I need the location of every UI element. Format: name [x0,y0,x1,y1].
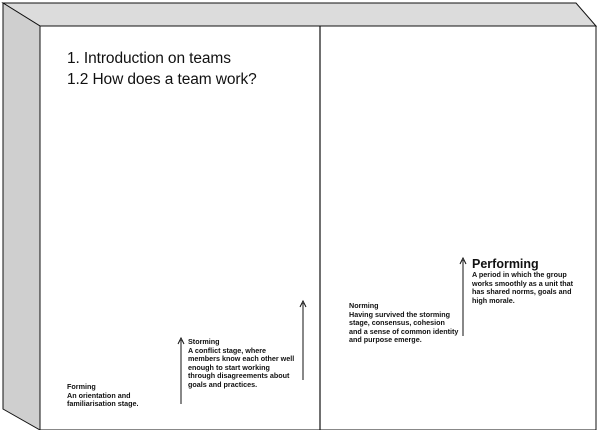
stage-performing-description: A period in which the group works smoothly as a unit that has shared norms, goals and high morale. [472,270,574,305]
section-title: 1. Introduction on teams [67,50,231,67]
stage-forming-description: An orientation and familiarisation stage. [67,390,139,409]
stage-forming-name: Forming [67,382,96,391]
box-left-face [3,3,40,430]
stage-forming [67,383,177,409]
box-top-face [3,3,596,26]
stage-storming-name: Storming [188,337,220,346]
stage-norming-description: Having survived the storming stage, consensus, cohesion and a sense of common identity and purpose emerge. [349,309,459,345]
stage-norming [349,302,459,345]
stage-performing-name: Performing [472,257,539,271]
stage-storming-description: A conflict stage, where members know each other well enough to start working through disagreements about goals and practices. [188,345,295,389]
stage-norming-name: Norming [349,301,379,310]
subsection-title: 1.2 How does a team work? [67,71,257,88]
stage-performing [472,257,582,305]
stage-storming [188,338,298,390]
